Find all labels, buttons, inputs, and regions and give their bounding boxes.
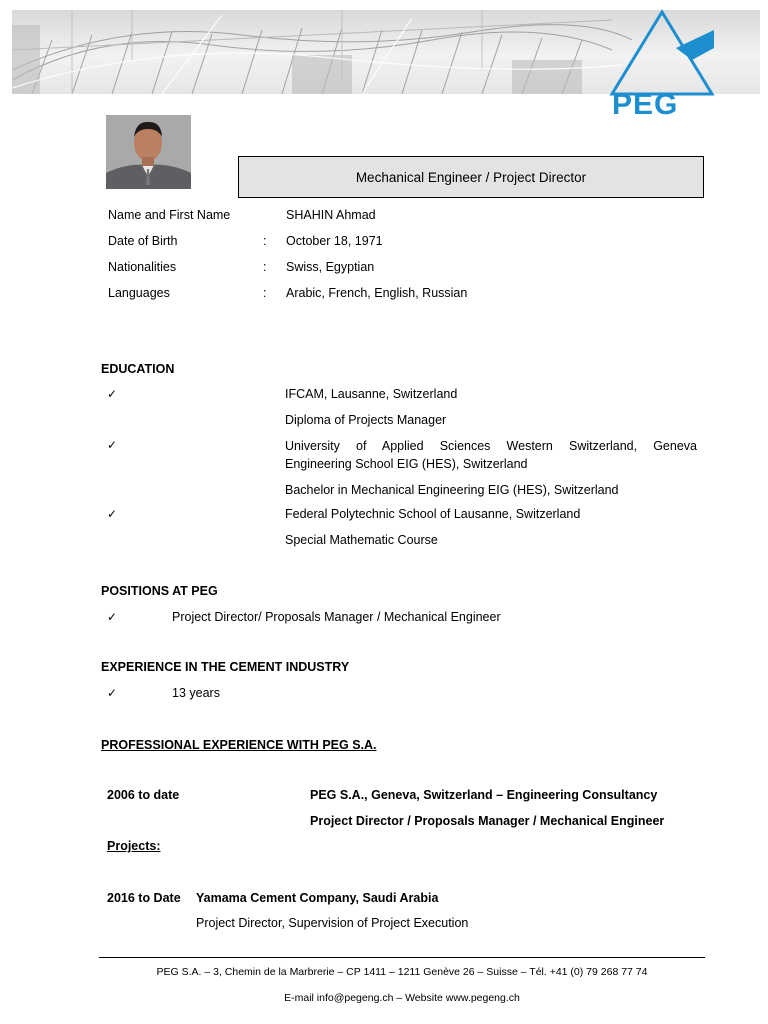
languages-value: Arabic, French, English, Russian bbox=[286, 286, 468, 300]
education-school-3: Federal Polytechnic School of Lausanne, Switzerland bbox=[285, 507, 581, 521]
project-company: Yamama Cement Company, Saudi Arabia bbox=[196, 891, 439, 905]
check-icon: ✓ bbox=[107, 438, 118, 452]
professional-heading: PROFESSIONAL EXPERIENCE WITH PEG S.A. bbox=[101, 738, 377, 752]
peg-logo bbox=[606, 8, 730, 120]
check-icon: ✓ bbox=[107, 610, 118, 624]
nationalities-colon: : bbox=[263, 260, 267, 274]
footer-address: PEG S.A. – 3, Chemin de la Marbrerie – CP 1411 – 1211 Genève 26 – Suisse – Tél. +41 (0) 79 268 77 74 bbox=[156, 966, 648, 978]
education-degree-3: Special Mathematic Course bbox=[285, 533, 438, 547]
name-label: Name and First Name bbox=[108, 208, 231, 222]
logo-text: PEG bbox=[612, 88, 679, 120]
company: PEG S.A., Geneva, Switzerland – Engineering Consultancy bbox=[310, 788, 658, 802]
nationalities-value: Swiss, Egyptian bbox=[286, 260, 375, 274]
footer-divider bbox=[99, 957, 705, 958]
project-period: 2016 to Date bbox=[107, 891, 181, 905]
footer-contact: E-mail info@pegeng.ch – Website www.pegeng.ch bbox=[284, 992, 520, 1004]
peg-logo-graphic bbox=[606, 8, 730, 120]
projects-label: Projects: bbox=[107, 839, 161, 853]
languages-colon: : bbox=[263, 286, 267, 300]
education-school-1: IFCAM, Lausanne, Switzerland bbox=[285, 387, 458, 401]
nationalities-label: Nationalities bbox=[108, 260, 177, 274]
job-title: Mechanical Engineer / Project Director bbox=[355, 169, 587, 185]
period: 2006 to date bbox=[107, 788, 180, 802]
name-value: SHAHIN Ahmad bbox=[286, 208, 376, 222]
languages-label: Languages bbox=[108, 286, 170, 300]
job-title-box bbox=[238, 156, 704, 198]
education-degree-2: Bachelor in Mechanical Engineering EIG (HES), Switzerland bbox=[285, 483, 619, 497]
positions-heading: POSITIONS AT PEG bbox=[101, 584, 218, 598]
dob-label: Date of Birth bbox=[108, 234, 178, 248]
dob-colon: : bbox=[263, 234, 267, 248]
cement-item: 13 years bbox=[172, 686, 220, 700]
cement-heading: EXPERIENCE IN THE CEMENT INDUSTRY bbox=[101, 660, 350, 674]
profile-photo bbox=[106, 115, 191, 189]
positions-item: Project Director/ Proposals Manager / Mechanical Engineer bbox=[172, 610, 501, 624]
check-icon: ✓ bbox=[107, 387, 118, 401]
project-role: Project Director, Supervision of Project Execution bbox=[196, 916, 469, 930]
check-icon: ✓ bbox=[107, 507, 118, 521]
education-degree-1: Diploma of Projects Manager bbox=[285, 413, 447, 427]
education-heading: EDUCATION bbox=[101, 362, 175, 376]
education-school-2-line2: Engineering School EIG (HES), Switzerland bbox=[285, 457, 528, 471]
dob-value: October 18, 1971 bbox=[286, 234, 383, 248]
role: Project Director / Proposals Manager / Mechanical Engineer bbox=[310, 814, 665, 828]
check-icon: ✓ bbox=[107, 686, 118, 700]
education-school-2-line1: University of Applied Sciences Western Switzerland, Geneva bbox=[285, 439, 697, 453]
